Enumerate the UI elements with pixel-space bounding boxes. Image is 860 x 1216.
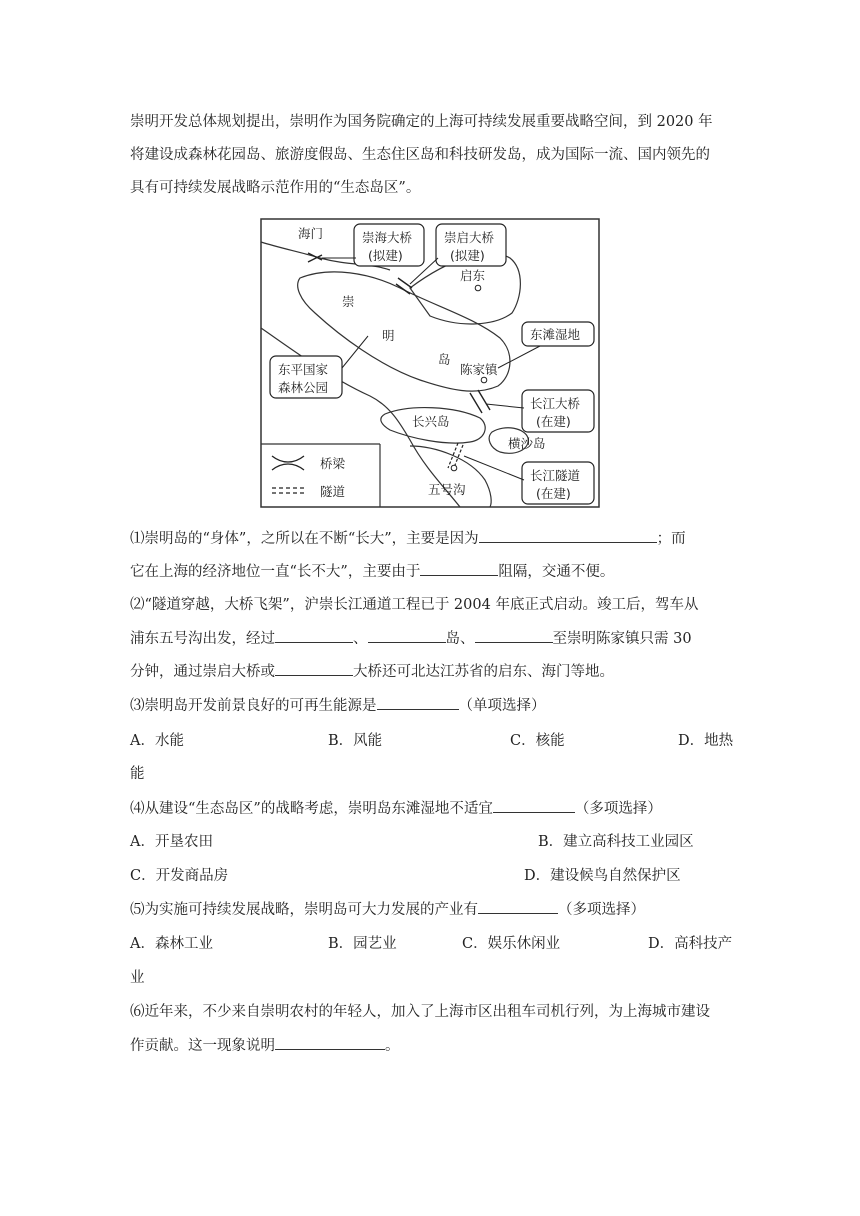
q5-option-d[interactable]: D．高科技产: [648, 936, 733, 952]
chongming-map: [260, 218, 600, 508]
q3-stem: [130, 695, 546, 716]
intro-line-3: 具有可持续发展战略示范作用的“生态岛区”。: [130, 180, 421, 196]
wuhaogou-dot: [451, 465, 457, 471]
callout-chongqi-2: (拟建): [450, 248, 485, 263]
legend-bridge-label: 桥梁: [320, 456, 346, 471]
q2-line-2: [130, 628, 692, 649]
q2-text-c: 五号沟出发，经过: [159, 631, 275, 647]
q3-option-a[interactable]: A．水能: [130, 733, 184, 749]
q5-blank: [478, 899, 558, 914]
q1-line-1: [130, 528, 686, 549]
q2-text-f: 至崇明陈家镇只需 30: [552, 631, 692, 647]
label-ming: 明: [382, 328, 395, 343]
callout-changjiang-tunnel-2: (在建): [536, 486, 571, 501]
q4-blank: [493, 798, 575, 813]
callout-changjiang-bridge-2: (在建): [536, 414, 571, 429]
q6-text-c: 。: [385, 1038, 400, 1054]
q1-text-a: ⑴崇明岛的“身体”，之所以在不断“长大”，主要是因为: [130, 531, 479, 547]
q5-option-d-cont: 业: [130, 970, 145, 986]
q2-blank-4: [275, 661, 353, 676]
q2-text-h: 大桥还可北达江苏省的启东、海门等地。: [353, 664, 614, 680]
q6-line-1: ⑹近年来，不少来自崇明农村的年轻人，加入了上海市区出租车司机行列，为上海城市建设: [130, 1004, 710, 1020]
q3-option-b[interactable]: B．风能: [328, 733, 383, 749]
callout-changjiang-tunnel-1: 长江隧道: [530, 468, 581, 483]
q5-option-b[interactable]: B．园艺业: [328, 936, 397, 952]
chenjiazhen-dot: [481, 377, 487, 383]
q2-line-1: ⑵“隧道穿越，大桥飞架”，沪崇长江通道工程已于 2004 年底正式启动。竣工后，驾车从: [130, 597, 699, 613]
q6-text-b: 作贡献。这一现象说明: [130, 1038, 275, 1054]
q2-text-b: 浦东: [130, 631, 159, 647]
legend-tunnel-label: 隧道: [320, 484, 346, 499]
q4-option-a[interactable]: A．开垦农田: [130, 834, 213, 850]
label-chenjiazhen: 陈家镇: [460, 362, 498, 377]
label-qidong: 启东: [460, 268, 486, 283]
q4-option-c[interactable]: C．开发商品房: [130, 868, 229, 884]
q6-line-2: [130, 1035, 400, 1056]
q2-text-g: 分钟，通过崇启大桥或: [130, 664, 275, 680]
q3-stem-a: ⑶崇明岛开发前景良好的可再生能源是: [130, 698, 377, 714]
label-changxingdao: 长兴岛: [412, 414, 450, 429]
q2-text-d: 、: [353, 631, 368, 647]
q4-option-d[interactable]: D．建设候鸟自然保护区: [524, 868, 681, 884]
q2-blank-2: [368, 628, 446, 643]
label-hengshadao: 横沙岛: [508, 436, 546, 451]
callout-dongping-2: 森林公园: [278, 380, 329, 395]
q3-option-c[interactable]: C．核能: [510, 733, 565, 749]
q2-line-3: [130, 661, 614, 682]
label-wuhaogou: 五号沟: [428, 482, 466, 497]
callout-chongqi-1: 崇启大桥: [444, 230, 495, 245]
q2-blank-1: [275, 628, 353, 643]
callout-dongping-1: 东平国家: [278, 362, 329, 377]
callout-chonghai-2: (拟建): [368, 248, 403, 263]
callout-dongtan: 东滩湿地: [530, 327, 581, 342]
q4-stem-a: ⑷从建设“生态岛区”的战略考虑，崇明岛东滩湿地不适宜: [130, 801, 493, 817]
intro-line-2: 将建设成森林花园岛、旅游度假岛、生态住区岛和科技研发岛，成为国际一流、国内领先的: [130, 147, 710, 163]
q3-option-d-cont: 能: [130, 766, 145, 782]
label-haimen: 海门: [298, 226, 324, 241]
q3-option-d[interactable]: D．地热: [678, 733, 734, 749]
q5-stem: [130, 899, 645, 920]
q1-text-d: 阻隔，交通不便。: [498, 564, 615, 580]
q5-stem-a: ⑸为实施可持续发展战略，崇明岛可大力发展的产业有: [130, 902, 478, 918]
label-chong: 崇: [342, 294, 355, 309]
q1-blank-2: [420, 561, 498, 576]
label-dao: 岛: [438, 352, 451, 367]
q1-blank-1: [479, 528, 657, 543]
q2-text-e: 岛、: [445, 631, 475, 647]
callout-chonghai-1: 崇海大桥: [362, 230, 413, 245]
q4-stem-b: （多项选择）: [574, 801, 662, 817]
callout-changjiang-bridge-1: 长江大桥: [530, 396, 581, 411]
q6-blank: [275, 1035, 385, 1050]
q4-stem: [130, 798, 662, 819]
q4-option-b[interactable]: B．建立高科技工业园区: [538, 834, 694, 850]
q2-blank-3: [475, 628, 553, 643]
q1-line-2: [130, 561, 614, 582]
q5-option-c[interactable]: C．娱乐休闲业: [462, 936, 561, 952]
q5-stem-b: （多项选择）: [558, 902, 645, 918]
q3-blank: [377, 695, 459, 710]
q5-option-a[interactable]: A．森林工业: [130, 936, 213, 952]
intro-line-1: 崇明开发总体规划提出，崇明作为国务院确定的上海可持续发展重要战略空间，到 2020 年: [130, 114, 713, 130]
q1-text-c: 它在上海的经济地位一直“长不大”，主要由于: [130, 564, 421, 580]
q1-text-b: ；而: [656, 531, 686, 547]
qidong-dot: [475, 285, 481, 291]
q3-stem-b: （单项选择）: [458, 698, 546, 714]
